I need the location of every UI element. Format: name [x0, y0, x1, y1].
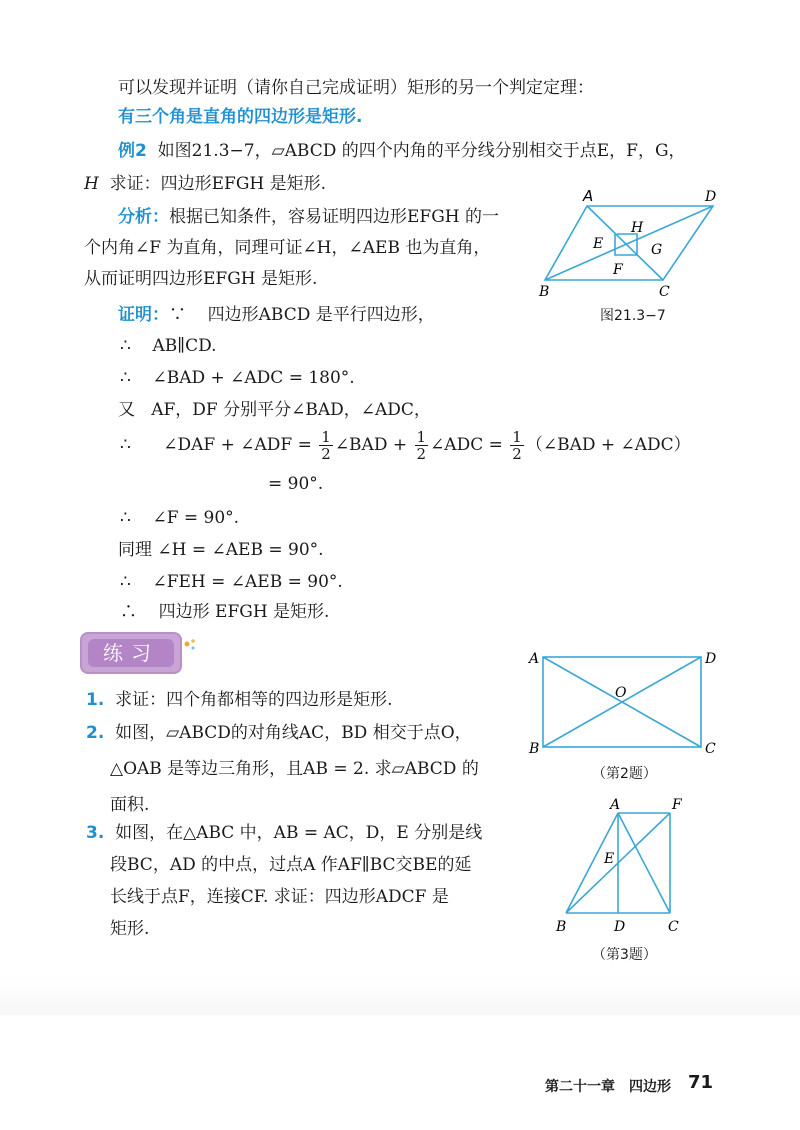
- exercise-num-3: 3.: [86, 823, 105, 843]
- analysis-text-1: 根据已知条件，容易证明四边形EFGH 的一: [169, 207, 500, 227]
- exercise-2-line-3: 面积.: [110, 795, 150, 815]
- again-word: 又: [118, 400, 135, 420]
- proof-text-5d: （∠BAD + ∠ADC）: [525, 435, 691, 455]
- proof-line-10: [120, 600, 329, 624]
- fig2-label-a: A: [529, 651, 540, 667]
- example-label: 例2: [118, 141, 147, 161]
- fig3-label-c: C: [668, 919, 679, 935]
- chapter-title: 第二十一章 四边形: [545, 1079, 671, 1095]
- exercise-item-3: [86, 821, 482, 845]
- analysis-line-2: 个内角∠F 为直角，同理可证∠H，∠AEB 也为直角，: [84, 238, 491, 258]
- proof-label: 证明：: [118, 305, 169, 325]
- exercise-2-line-1: 如图，▱ABCD的对角线AC，BD 相交于点O，: [115, 723, 472, 743]
- proof-line-5: [120, 428, 691, 462]
- proof-text-5c: ∠ADC =: [430, 435, 503, 455]
- exercise-3-line-2: 段BC，AD 的中点，过点A 作AF∥BC交BE的延: [110, 855, 472, 875]
- analysis-line-3: 从而证明四边形EFGH 是矩形.: [84, 269, 318, 289]
- fraction-half: $\frac{1}{2}$: [321, 428, 331, 463]
- figure1-caption: 图21.3−7: [600, 308, 666, 324]
- fig3-label-b: B: [556, 919, 567, 935]
- bottom-band: [0, 975, 800, 1015]
- exercise-item-1: [86, 688, 393, 712]
- exercise-num-2: 2.: [86, 723, 105, 743]
- therefore-symbol: ∴: [120, 508, 131, 528]
- exercise-3-line-1: 如图，在△ABC 中，AB = AC，D，E 分别是线: [115, 823, 483, 843]
- figure3-caption: （第3题）: [592, 947, 657, 963]
- therefore-symbol: ∴: [120, 435, 131, 455]
- fig2-label-b: B: [529, 741, 540, 757]
- therefore-symbol: ∴: [120, 368, 131, 388]
- exercise-1-line-1: 求证：四个角都相等的四边形是矩形.: [115, 690, 393, 710]
- fig1-label-f: F: [613, 262, 623, 278]
- example-line-1: [118, 139, 686, 163]
- fraction-half: $\frac{1}{2}$: [416, 428, 427, 463]
- intro-line: 可以发现并证明（请你自己完成证明）矩形的另一个判定定理：: [118, 78, 594, 98]
- proof-line-3: [120, 366, 355, 390]
- theorem-statement: 有三个角是直角的四边形是矩形.: [118, 107, 363, 127]
- proof-text-4: AF，DF 分别平分∠BAD，∠ADC，: [151, 400, 431, 420]
- proof-line-9: [120, 570, 343, 594]
- exercise-3-line-3: 长线于点F，连接CF. 求证：四边形ADCF 是: [110, 887, 449, 907]
- exercise-2-line-2: △OAB 是等边三角形，且AB = 2. 求▱ABCD 的: [110, 759, 479, 779]
- fig1-label-b: B: [539, 284, 550, 300]
- fig1-label-e: E: [593, 236, 604, 252]
- proof-line-4: [118, 398, 431, 422]
- therefore-symbol: ∴: [120, 602, 137, 622]
- segment-ac: [618, 813, 670, 913]
- proof-line-6: = 90°.: [268, 474, 324, 494]
- figure-exercise-3: [548, 795, 698, 940]
- proof-text-5b: ∠BAD +: [334, 435, 408, 455]
- example-text-1: 如图21.3−7，▱ABCD 的四个内角的平分线分别相交于点E，F，G，: [157, 141, 686, 161]
- proof-text-10: 四边形 EFGH 是矩形.: [158, 602, 330, 622]
- because-symbol: ∵: [169, 305, 186, 325]
- figure2-caption: （第2题）: [592, 766, 657, 782]
- therefore-symbol: ∴: [120, 572, 131, 592]
- fig2-label-d: D: [705, 651, 717, 667]
- proof-text-3: ∠BAD + ∠ADC = 180°.: [152, 368, 355, 388]
- example-line2-prefix: H: [84, 174, 99, 194]
- proof-line-1: [118, 303, 435, 327]
- fig1-label-d: D: [705, 190, 717, 205]
- exercise-num-1: 1.: [86, 690, 105, 710]
- exercise-header-label: 练习: [88, 639, 174, 667]
- example-text-2: 求证：四边形EFGH 是矩形.: [109, 174, 327, 194]
- exercise-3-line-4: 矩形.: [110, 919, 150, 939]
- fig1-label-h: H: [631, 220, 644, 236]
- decoration-dots-icon: [183, 638, 197, 652]
- analysis-line-1: [118, 205, 499, 229]
- proof-line-2: [120, 334, 217, 358]
- proof-text-9: ∠FEH = ∠AEB = 90°.: [152, 572, 343, 592]
- fig1-label-a: A: [583, 190, 594, 205]
- fig1-label-g: G: [651, 242, 663, 258]
- therefore-symbol: ∴: [120, 336, 131, 356]
- proof-text-7: ∠F = 90°.: [152, 508, 240, 528]
- figure-21-3-7: [535, 190, 735, 310]
- fig2-label-o: O: [615, 685, 627, 701]
- fig3-label-f: F: [672, 797, 682, 813]
- proof-text-5a: ∠DAF + ∠ADF =: [163, 435, 312, 455]
- proof-text-1: 四边形ABCD 是平行四边形，: [207, 305, 435, 325]
- fig2-label-c: C: [705, 741, 716, 757]
- fig3-label-a: A: [610, 797, 621, 813]
- figure-exercise-2: [525, 645, 725, 765]
- fig1-label-c: C: [659, 284, 670, 300]
- fig3-label-e: E: [604, 851, 615, 867]
- example-line-2: [84, 172, 326, 196]
- analysis-label: 分析：: [118, 207, 169, 227]
- exercise-header: [80, 632, 182, 674]
- page-number: 71: [688, 1072, 714, 1093]
- fig3-label-d: D: [614, 919, 626, 935]
- exercise-item-2: [86, 721, 472, 745]
- fraction-half: $\frac{1}{2}$: [512, 428, 522, 463]
- proof-line-7: [120, 506, 239, 530]
- proof-line-8: 同理 ∠H = ∠AEB = 90°.: [118, 540, 324, 560]
- proof-text-2: AB∥CD.: [152, 336, 217, 356]
